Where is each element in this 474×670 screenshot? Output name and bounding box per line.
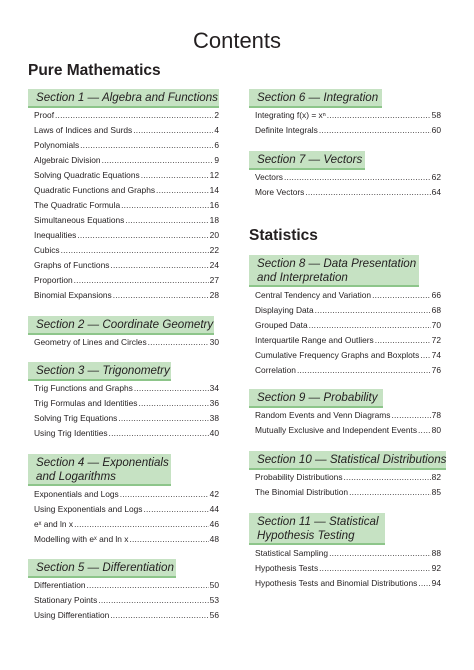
dot-leader: [329, 546, 431, 561]
dot-leader: [110, 608, 208, 623]
entry-title: Probability Distributions: [255, 472, 343, 482]
entry-title: Hypothesis Tests and Binomial Distributions: [255, 578, 418, 588]
dot-leader: [102, 153, 214, 168]
toc-entry[interactable]: [34, 335, 219, 350]
dot-leader: [143, 502, 208, 517]
entry-page: 12: [209, 170, 219, 180]
entry-title: Polynomials: [34, 140, 80, 150]
entry-page: 50: [209, 580, 219, 590]
section-11-entries: [255, 546, 441, 591]
dot-leader: [344, 470, 431, 485]
entry-page: 2: [214, 110, 219, 120]
toc-entry[interactable]: [34, 608, 219, 623]
entry-title: Statistical Sampling: [255, 548, 329, 558]
section-1-heading-line: Section 1 — Algebra and Functions: [36, 91, 218, 104]
section-7-heading-line: Section 7 — Vectors: [257, 153, 363, 166]
entry-title: Stationary Points: [34, 595, 98, 605]
toc-entry[interactable]: [255, 485, 441, 500]
dot-leader: [319, 123, 431, 138]
entry-page: 46: [209, 519, 219, 529]
dot-leader: [98, 593, 208, 608]
toc-entry[interactable]: [255, 303, 441, 318]
section-2-heading: [28, 316, 214, 335]
entry-page: 94: [431, 578, 441, 588]
entry-title: Trig Formulas and Identities: [34, 398, 138, 408]
section-10-heading: [249, 451, 446, 470]
entry-title: More Vectors: [255, 187, 305, 197]
section-6-heading: [249, 89, 382, 108]
entry-title: Interquartile Range and Outliers: [255, 335, 374, 345]
dot-leader: [74, 517, 209, 532]
entry-title: Proof: [34, 110, 55, 120]
section-3-entries: [34, 381, 219, 441]
toc-entry[interactable]: [255, 108, 441, 123]
entry-page: 24: [209, 260, 219, 270]
toc-entry[interactable]: [34, 396, 219, 411]
dot-leader: [110, 258, 208, 273]
entry-page: 80: [431, 425, 441, 435]
entry-page: 53: [209, 595, 219, 605]
toc-entry[interactable]: [34, 108, 219, 123]
toc-entry[interactable]: [34, 123, 219, 138]
toc-entry[interactable]: [255, 423, 441, 438]
dot-leader: [125, 213, 208, 228]
section-7-entries: [255, 170, 441, 200]
entry-page: 44: [209, 504, 219, 514]
section-6-entries: [255, 108, 441, 138]
dot-leader: [418, 423, 431, 438]
entry-page: 68: [431, 305, 441, 315]
entry-title: Modelling with eˣ and ln x: [34, 534, 129, 544]
toc-entry[interactable]: [34, 487, 219, 502]
toc-entry[interactable]: [255, 546, 441, 561]
dot-leader: [55, 108, 213, 123]
toc-entry[interactable]: [255, 318, 441, 333]
entry-title: Displaying Data: [255, 305, 314, 315]
dot-leader: [80, 138, 213, 153]
entry-page: 38: [209, 413, 219, 423]
entry-page: 48: [209, 534, 219, 544]
entry-page: 92: [431, 563, 441, 573]
entry-title: Integrating f(x) = xⁿ: [255, 110, 326, 120]
toc-entry[interactable]: [255, 408, 441, 423]
entry-title: Laws of Indices and Surds: [34, 125, 133, 135]
entry-title: Random Events and Venn Diagrams: [255, 410, 391, 420]
entry-page: 34: [209, 383, 219, 393]
toc-entry[interactable]: [255, 123, 441, 138]
entry-title: Definite Integrals: [255, 125, 318, 135]
section-2-heading-line: Section 2 — Coordinate Geometry: [36, 318, 214, 331]
toc-entry[interactable]: [34, 578, 219, 593]
toc-entry[interactable]: [34, 426, 219, 441]
section-8-entries: [255, 288, 441, 378]
entry-page: 60: [431, 125, 441, 135]
dot-leader: [77, 228, 208, 243]
entry-page: 18: [209, 215, 219, 225]
entry-page: 14: [209, 185, 219, 195]
section-11-heading-line-1: Section 11 — Statistical: [257, 515, 379, 528]
entry-page: 20: [209, 230, 219, 240]
dot-leader: [148, 335, 209, 350]
dot-leader: [61, 243, 209, 258]
entry-title: Simultaneous Equations: [34, 215, 125, 225]
dot-leader: [327, 108, 431, 123]
section-7-heading: [249, 151, 365, 170]
dot-leader: [349, 485, 431, 500]
dot-leader: [134, 381, 209, 396]
entry-page: 82: [431, 472, 441, 482]
entry-page: 66: [431, 290, 441, 300]
toc-entry[interactable]: [34, 381, 219, 396]
toc-entry[interactable]: [34, 532, 219, 547]
toc-entry[interactable]: [255, 333, 441, 348]
entry-page: 74: [431, 350, 441, 360]
entry-title: Differentiation: [34, 580, 86, 590]
entry-title: The Binomial Distribution: [255, 487, 349, 497]
dot-leader: [319, 561, 431, 576]
entry-title: Inequalities: [34, 230, 77, 240]
section-3-heading-line: Section 3 — Trigonometry: [36, 364, 170, 377]
toc-entry[interactable]: [34, 593, 219, 608]
entry-title: Binomial Expansions: [34, 290, 112, 300]
section-1-entries: [34, 108, 219, 303]
heading-statistics: Statistics: [249, 227, 318, 244]
section-9-entries: [255, 408, 441, 438]
toc-entry[interactable]: [34, 502, 219, 517]
section-5-heading-line: Section 5 — Differentiation: [36, 561, 174, 574]
section-8-heading-line-2: and Interpretation: [257, 270, 348, 284]
section-4-heading-line-2: and Logarithms: [36, 469, 116, 483]
dot-leader: [109, 426, 209, 441]
entry-title: Algebraic Division: [34, 155, 101, 165]
entry-title: Mutually Exclusive and Independent Events: [255, 425, 418, 435]
toc-entry[interactable]: [34, 183, 219, 198]
entry-title: Hypothesis Tests: [255, 563, 319, 573]
dot-leader: [420, 348, 430, 363]
toc-entry[interactable]: [34, 213, 219, 228]
toc-entry[interactable]: [34, 153, 219, 168]
toc-entry[interactable]: [255, 170, 441, 185]
section-6-heading-line: Section 6 — Integration: [257, 91, 379, 104]
toc-entry[interactable]: [255, 576, 441, 591]
entry-title: Cubics: [34, 245, 60, 255]
section-4-heading-line-1: Section 4 — Exponentials: [36, 456, 169, 469]
dot-leader: [156, 183, 209, 198]
toc-entry[interactable]: [34, 138, 219, 153]
dot-leader: [118, 411, 208, 426]
dot-leader: [305, 185, 430, 200]
dot-leader: [129, 532, 208, 547]
entry-page: 72: [431, 335, 441, 345]
entry-page: 42: [209, 489, 219, 499]
toc-entry[interactable]: [255, 561, 441, 576]
entry-title: Solving Trig Equations: [34, 413, 118, 423]
toc-entry[interactable]: [34, 258, 219, 273]
dot-leader: [141, 168, 209, 183]
dot-leader: [133, 123, 213, 138]
section-1-heading: [28, 89, 219, 108]
section-8-heading: [249, 255, 419, 287]
entry-page: 78: [431, 410, 441, 420]
toc-entry[interactable]: [255, 185, 441, 200]
section-4-heading: [28, 454, 171, 486]
toc-entry[interactable]: [34, 517, 219, 532]
toc-entry[interactable]: [255, 470, 441, 485]
dot-leader: [121, 198, 209, 213]
entry-page: 27: [209, 275, 219, 285]
heading-pure-mathematics: Pure Mathematics: [28, 62, 161, 79]
section-10-heading-line: Section 10 — Statistical Distributions: [257, 453, 447, 466]
entry-page: 4: [214, 125, 219, 135]
dot-leader: [297, 363, 431, 378]
dot-leader: [315, 303, 431, 318]
toc-entry[interactable]: [34, 411, 219, 426]
section-10-entries: [255, 470, 441, 500]
entry-title: Central Tendency and Variation: [255, 290, 372, 300]
dot-leader: [309, 318, 431, 333]
entry-page: 30: [209, 337, 219, 347]
entry-page: 64: [431, 187, 441, 197]
entry-title: Correlation: [255, 365, 296, 375]
entry-title: Solving Quadratic Equations: [34, 170, 140, 180]
entry-page: 70: [431, 320, 441, 330]
entry-title: Trig Functions and Graphs: [34, 383, 133, 393]
section-4-entries: [34, 487, 219, 547]
dot-leader: [139, 396, 209, 411]
section-5-entries: [34, 578, 219, 623]
dot-leader: [391, 408, 430, 423]
entry-title: The Quadratic Formula: [34, 200, 121, 210]
section-11-heading-line-2: Hypothesis Testing: [257, 528, 355, 542]
entry-page: 88: [431, 548, 441, 558]
section-9-heading: [249, 389, 383, 408]
dot-leader: [74, 273, 209, 288]
entry-page: 58: [431, 110, 441, 120]
entry-title: Geometry of Lines and Circles: [34, 337, 147, 347]
entry-page: 62: [431, 172, 441, 182]
entry-page: 36: [209, 398, 219, 408]
toc-entry[interactable]: [34, 228, 219, 243]
toc-entry[interactable]: [34, 168, 219, 183]
toc-entry[interactable]: [255, 288, 441, 303]
dot-leader: [284, 170, 431, 185]
dot-leader: [87, 578, 209, 593]
page-title: Contents: [192, 28, 282, 53]
entry-title: Using Exponentials and Logs: [34, 504, 143, 514]
entry-title: Exponentials and Logs: [34, 489, 119, 499]
entry-title: Graphs of Functions: [34, 260, 110, 270]
entry-title: Proportion: [34, 275, 73, 285]
entry-page: 85: [431, 487, 441, 497]
entry-page: 9: [214, 155, 219, 165]
entry-page: 28: [209, 290, 219, 300]
section-2-entries: [34, 335, 219, 350]
toc-entry[interactable]: [34, 198, 219, 213]
entry-page: 76: [431, 365, 441, 375]
entry-title: eˣ and ln x: [34, 519, 74, 529]
dot-leader: [375, 333, 431, 348]
entry-title: Cumulative Frequency Graphs and Boxplots: [255, 350, 420, 360]
section-11-heading: [249, 513, 385, 545]
entry-title: Grouped Data: [255, 320, 308, 330]
section-3-heading: [28, 362, 171, 381]
entry-page: 56: [209, 610, 219, 620]
section-9-heading-line: Section 9 — Probability: [257, 391, 378, 404]
dot-leader: [120, 487, 209, 502]
dot-leader: [418, 576, 430, 591]
entry-title: Using Differentiation: [34, 610, 110, 620]
entry-page: 16: [209, 200, 219, 210]
entry-title: Using Trig Identities: [34, 428, 108, 438]
dot-leader: [113, 288, 209, 303]
entry-page: 22: [209, 245, 219, 255]
entry-page: 6: [214, 140, 219, 150]
toc-entry[interactable]: [255, 348, 441, 363]
entry-title: Vectors: [255, 172, 283, 182]
toc-entry[interactable]: [34, 243, 219, 258]
dot-leader: [372, 288, 431, 303]
toc-entry[interactable]: [34, 288, 219, 303]
entry-title: Quadratic Functions and Graphs: [34, 185, 156, 195]
section-5-heading: [28, 559, 176, 578]
entry-page: 40: [209, 428, 219, 438]
section-8-heading-line-1: Section 8 — Data Presentation: [257, 257, 417, 270]
toc-entry[interactable]: [34, 273, 219, 288]
toc-entry[interactable]: [255, 363, 441, 378]
